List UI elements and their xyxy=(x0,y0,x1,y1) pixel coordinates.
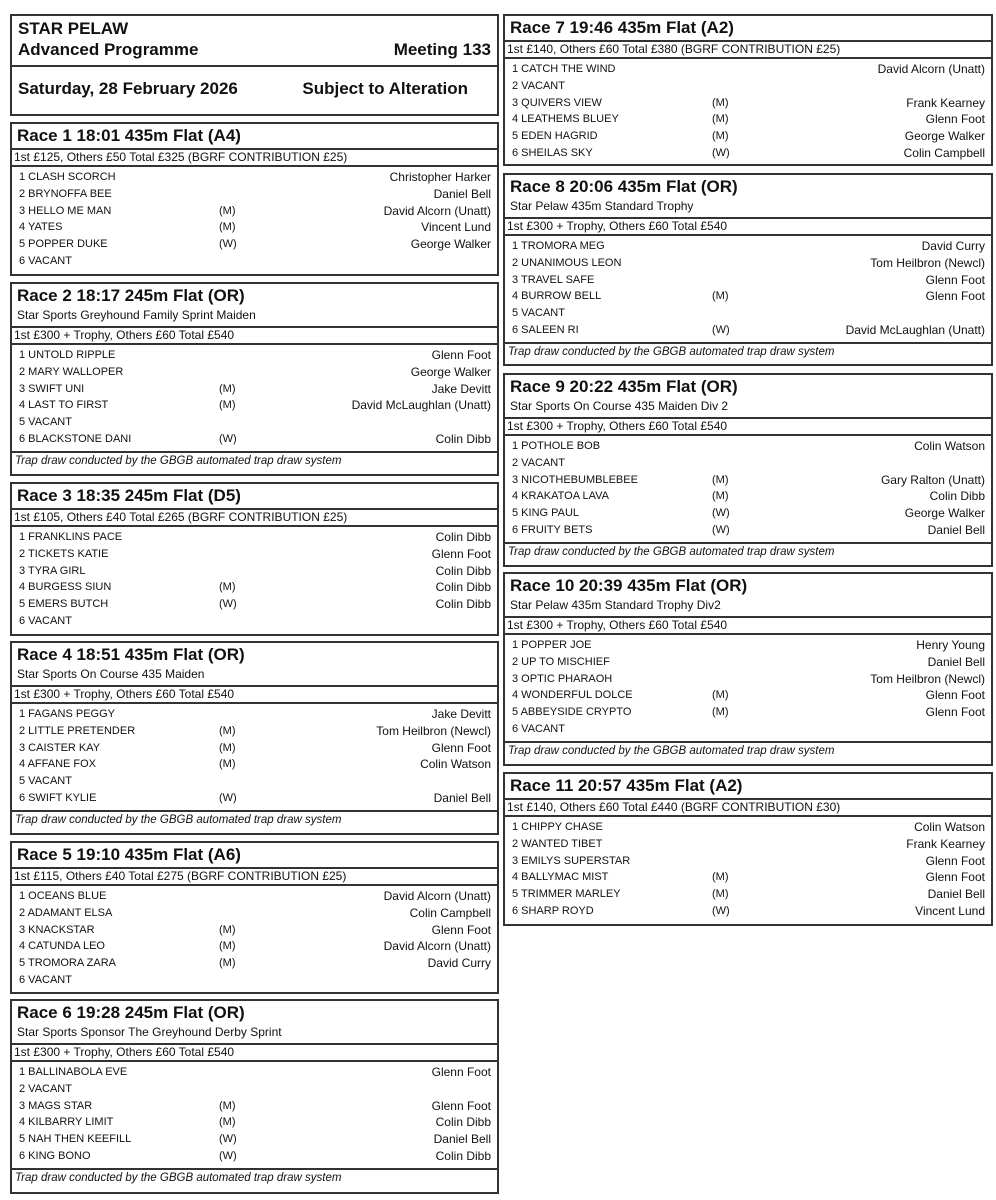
runner-row xyxy=(12,397,497,414)
runner-trainer: Colin Campbell xyxy=(409,905,491,920)
runner-row xyxy=(505,95,991,112)
race-card-2 xyxy=(10,282,499,476)
runner-trainer: Glenn Foot xyxy=(925,853,985,868)
runner-row xyxy=(12,1064,497,1081)
runner-row xyxy=(505,721,991,738)
runner-name: 5 TROMORA ZARA xyxy=(19,957,116,970)
runner-row xyxy=(505,654,991,671)
race-card-6 xyxy=(10,999,499,1194)
runner-name: 6 VACANT xyxy=(19,973,72,986)
race-title: Race 7 19:46 435m Flat (A2) xyxy=(510,18,734,37)
runner-row xyxy=(12,364,497,381)
runner-name: 2 UNANIMOUS LEON xyxy=(512,256,622,269)
runner-trainer: Tom Heilbron (Newcl) xyxy=(870,255,985,270)
runner-row xyxy=(12,790,497,807)
runner-trainer: George Walker xyxy=(410,364,491,379)
runner-row xyxy=(505,128,991,145)
runner-row xyxy=(12,1131,497,1148)
runner-name: 4 LEATHEMS BLUEY xyxy=(512,113,619,126)
runner-row xyxy=(505,522,991,539)
runner-row xyxy=(12,347,497,364)
runner-row xyxy=(505,111,991,128)
runner-name: 1 OCEANS BLUE xyxy=(19,890,107,902)
runner-row xyxy=(505,272,991,289)
runner-name: 2 WANTED TIBET xyxy=(512,837,603,850)
runner-row xyxy=(505,455,991,472)
runner-trainer: Colin Dibb xyxy=(435,563,491,578)
runner-name: 5 EMERS BUTCH xyxy=(19,598,109,611)
runner-trainer: David Alcorn (Unatt) xyxy=(383,939,491,954)
trap-draw-note: Trap draw conducted by the GBGB automated trap draw system xyxy=(12,810,497,828)
runner-name: 1 CLASH SCORCH xyxy=(19,171,116,183)
runner-name: 2 ADAMANT ELSA xyxy=(19,906,113,919)
runner-name: 3 EMILYS SUPERSTAR xyxy=(512,854,631,867)
race-card-10 xyxy=(503,572,993,766)
runner-trainer: Daniel Bell xyxy=(927,887,985,902)
runner-name: 4 WONDERFUL DOLCE xyxy=(512,689,633,702)
runner-trainer: Daniel Bell xyxy=(433,790,491,805)
prize-line: 1st £300 + Trophy, Others £60 Total £540 xyxy=(12,326,497,345)
race-title: Race 8 20:06 435m Flat (OR) xyxy=(510,177,738,196)
runner-trainer: David McLaughlan (Unatt) xyxy=(845,322,985,337)
runner-name: 5 ABBEYSIDE CRYPTO xyxy=(512,706,632,719)
runner-name: 6 VACANT xyxy=(19,614,72,627)
runner-name: 3 SWIFT UNI xyxy=(19,382,85,395)
runner-trainer: Henry Young xyxy=(916,638,985,652)
runner-row xyxy=(505,438,991,455)
runner-row xyxy=(505,488,991,505)
runner-row xyxy=(12,773,497,790)
runner-name: 4 BALLYMAC MIST xyxy=(512,871,609,884)
runner-sex: (W) xyxy=(712,904,730,917)
runner-name: 2 UP TO MISCHIEF xyxy=(512,655,610,668)
runner-row xyxy=(505,637,991,654)
race-card-4 xyxy=(10,641,499,835)
runner-row xyxy=(12,381,497,398)
runner-sex: (M) xyxy=(712,888,729,901)
runner-row xyxy=(12,169,497,186)
runner-row xyxy=(12,431,497,448)
runner-sex: (M) xyxy=(219,204,236,217)
runner-trainer: George Walker xyxy=(410,237,491,252)
prize-line: 1st £115, Others £40 Total £275 (BGRF CONTRIBUTION £25) xyxy=(12,867,497,886)
runner-trainer: Frank Kearney xyxy=(906,95,985,110)
runner-trainer: Colin Dibb xyxy=(435,580,491,595)
runner-row xyxy=(505,255,991,272)
runner-sex: (W) xyxy=(712,323,730,336)
prize-line: 1st £140, Others £60 Total £380 (BGRF CONTRIBUTION £25) xyxy=(505,40,991,59)
runner-sex: (W) xyxy=(219,791,237,804)
runner-trainer: Glenn Foot xyxy=(431,1065,491,1079)
race-card-7 xyxy=(503,14,993,166)
runner-name: 3 TYRA GIRL xyxy=(19,564,86,577)
runner-row xyxy=(505,288,991,305)
runner-trainer: Tom Heilbron (Newcl) xyxy=(376,723,491,738)
runner-sex: (W) xyxy=(219,1149,237,1162)
runner-name: 6 SHEILAS SKY xyxy=(512,146,593,159)
prize-line: 1st £300 + Trophy, Others £60 Total £540 xyxy=(12,685,497,704)
runner-row xyxy=(505,505,991,522)
runner-row xyxy=(505,819,991,836)
runner-row xyxy=(12,888,497,905)
runner-row xyxy=(12,706,497,723)
runner-row xyxy=(505,78,991,95)
race-title: Race 6 19:28 245m Flat (OR) xyxy=(17,1003,245,1022)
runner-sex: (M) xyxy=(712,871,729,884)
runner-trainer: Colin Watson xyxy=(914,820,985,834)
race-title: Race 3 18:35 245m Flat (D5) xyxy=(17,486,241,505)
runner-row xyxy=(12,972,497,989)
runner-row xyxy=(12,955,497,972)
runner-trainer: Daniel Bell xyxy=(927,522,985,537)
runner-trainer: Glenn Foot xyxy=(431,546,491,561)
runner-list xyxy=(505,236,991,339)
runner-row xyxy=(12,613,497,630)
runner-trainer: Colin Watson xyxy=(914,439,985,453)
runner-row xyxy=(505,903,991,920)
runner-name: 1 POPPER JOE xyxy=(512,639,592,651)
runner-name: 6 BLACKSTONE DANI xyxy=(19,432,132,445)
runner-sex: (M) xyxy=(712,290,729,303)
runner-row xyxy=(505,687,991,704)
runner-row xyxy=(12,1148,497,1165)
meeting-date: Saturday, 28 February 2026 xyxy=(18,79,238,98)
programme-label: Advanced Programme xyxy=(18,40,199,59)
runner-trainer: Glenn Foot xyxy=(925,289,985,304)
runner-sex: (M) xyxy=(712,96,729,109)
race-title: Race 9 20:22 435m Flat (OR) xyxy=(510,377,738,396)
runner-trainer: Colin Dibb xyxy=(435,431,491,446)
runner-trainer: Colin Dibb xyxy=(435,530,491,544)
prize-line: 1st £300 + Trophy, Others £60 Total £540 xyxy=(505,217,991,236)
runner-name: 4 CATUNDA LEO xyxy=(19,940,105,953)
runner-row xyxy=(12,740,497,757)
runner-sex: (M) xyxy=(219,221,236,234)
runner-name: 2 TICKETS KATIE xyxy=(19,547,109,560)
stadium-name: STAR PELAW xyxy=(18,19,129,38)
header-row-1 xyxy=(12,16,497,39)
runner-name: 3 HELLO ME MAN xyxy=(19,204,112,217)
runner-name: 3 CAISTER KAY xyxy=(19,741,101,754)
trap-draw-note: Trap draw conducted by the GBGB automated trap draw system xyxy=(505,342,991,360)
runner-row xyxy=(12,905,497,922)
runner-trainer: Glenn Foot xyxy=(431,348,491,362)
runner-name: 2 VACANT xyxy=(512,79,565,92)
runner-name: 1 POTHOLE BOB xyxy=(512,440,601,452)
prize-line: 1st £105, Others £40 Total £265 (BGRF CONTRIBUTION £25) xyxy=(12,508,497,527)
prize-line: 1st £140, Others £60 Total £440 (BGRF CONTRIBUTION £30) xyxy=(505,798,991,817)
race-subtitle: Star Sports On Course 435 Maiden xyxy=(17,667,205,681)
trap-draw-note: Trap draw conducted by the GBGB automated trap draw system xyxy=(12,1168,497,1186)
runner-row xyxy=(505,886,991,903)
trap-draw-note: Trap draw conducted by the GBGB automated trap draw system xyxy=(505,542,991,560)
runner-sex: (W) xyxy=(219,1133,237,1146)
runner-row xyxy=(505,836,991,853)
runner-trainer: Colin Dibb xyxy=(435,1115,491,1130)
runner-trainer: Glenn Foot xyxy=(431,922,491,937)
runner-trainer: Vincent Lund xyxy=(421,220,491,235)
runner-trainer: George Walker xyxy=(904,506,985,521)
runner-name: 4 BURROW BELL xyxy=(512,290,602,303)
runner-name: 6 SHARP ROYD xyxy=(512,904,594,917)
runner-list xyxy=(12,527,497,630)
runner-name: 3 KNACKSTAR xyxy=(19,923,95,936)
runner-sex: (W) xyxy=(712,507,730,520)
runner-row xyxy=(505,853,991,870)
runner-row xyxy=(505,322,991,339)
runner-row xyxy=(12,1114,497,1131)
runner-row xyxy=(505,238,991,255)
runner-row xyxy=(12,1081,497,1098)
runner-name: 3 MAGS STAR xyxy=(19,1099,93,1112)
runner-row xyxy=(12,219,497,236)
runner-sex: (M) xyxy=(219,957,236,970)
runner-name: 6 SWIFT KYLIE xyxy=(19,791,97,804)
runner-name: 4 LAST TO FIRST xyxy=(19,399,109,412)
runner-list xyxy=(505,436,991,539)
programme-header xyxy=(10,14,499,116)
runner-sex: (M) xyxy=(219,724,236,737)
runner-sex: (M) xyxy=(219,923,236,936)
runner-name: 1 FRANKLINS PACE xyxy=(19,531,123,543)
runner-row xyxy=(12,236,497,253)
runner-row xyxy=(12,922,497,939)
runner-list xyxy=(12,886,497,989)
runner-name: 4 BURGESS SIUN xyxy=(19,581,112,594)
runner-row xyxy=(12,596,497,613)
runner-trainer: Colin Campbell xyxy=(903,145,985,160)
race-subtitle: Star Pelaw 435m Standard Trophy Div2 xyxy=(510,598,721,612)
runner-row xyxy=(12,186,497,203)
prize-line: 1st £300 + Trophy, Others £60 Total £540 xyxy=(505,616,991,635)
race-title: Race 1 18:01 435m Flat (A4) xyxy=(17,126,241,145)
runner-trainer: David Alcorn (Unatt) xyxy=(383,203,491,218)
runner-name: 5 KING PAUL xyxy=(512,507,580,520)
runner-name: 4 KILBARRY LIMIT xyxy=(19,1116,114,1129)
runner-trainer: Christopher Harker xyxy=(389,170,491,184)
runner-name: 2 LITTLE PRETENDER xyxy=(19,724,136,737)
race-title: Race 2 18:17 245m Flat (OR) xyxy=(17,286,245,305)
runner-sex: (M) xyxy=(712,113,729,126)
runner-row xyxy=(505,869,991,886)
runner-name: 6 KING BONO xyxy=(19,1149,91,1162)
runner-name: 1 CATCH THE WIND xyxy=(512,63,616,75)
runner-row xyxy=(12,1098,497,1115)
runner-name: 1 CHIPPY CHASE xyxy=(512,821,603,833)
runner-row xyxy=(505,472,991,489)
runner-trainer: Daniel Bell xyxy=(927,654,985,669)
runner-trainer: Glenn Foot xyxy=(925,112,985,127)
runner-sex: (M) xyxy=(219,741,236,754)
runner-row xyxy=(12,756,497,773)
runner-list xyxy=(12,1062,497,1165)
runner-list xyxy=(505,59,991,162)
runner-sex: (M) xyxy=(712,130,729,143)
prize-line: 1st £300 + Trophy, Others £60 Total £540 xyxy=(505,417,991,436)
prize-line: 1st £125, Others £50 Total £325 (BGRF CONTRIBUTION £25) xyxy=(12,148,497,167)
runner-trainer: David Alcorn (Unatt) xyxy=(383,889,491,903)
runner-name: 2 MARY WALLOPER xyxy=(19,365,124,378)
runner-trainer: David Curry xyxy=(427,956,491,971)
prize-line: 1st £300 + Trophy, Others £60 Total £540 xyxy=(12,1043,497,1062)
runner-row xyxy=(505,61,991,78)
runner-list xyxy=(12,167,497,270)
runner-sex: (M) xyxy=(712,473,729,486)
runner-name: 2 BRYNOFFA BEE xyxy=(19,187,112,200)
runner-trainer: David Alcorn (Unatt) xyxy=(877,62,985,76)
runner-sex: (M) xyxy=(219,1116,236,1129)
runner-name: 5 NAH THEN KEEFILL xyxy=(19,1133,132,1146)
runner-sex: (M) xyxy=(219,1099,236,1112)
runner-name: 5 VACANT xyxy=(19,416,72,429)
runner-row xyxy=(12,529,497,546)
runner-name: 3 OPTIC PHARAOH xyxy=(512,672,613,685)
runner-name: 6 VACANT xyxy=(19,254,72,267)
runner-sex: (M) xyxy=(712,706,729,719)
header-row-3 xyxy=(12,67,497,99)
runner-trainer: Glenn Foot xyxy=(431,1098,491,1113)
runner-name: 5 VACANT xyxy=(512,307,565,320)
race-card-11 xyxy=(503,772,993,926)
runner-row xyxy=(12,253,497,270)
runner-list xyxy=(505,635,991,738)
runner-row xyxy=(12,723,497,740)
runner-trainer: Colin Watson xyxy=(420,757,491,772)
runner-name: 5 TRIMMER MARLEY xyxy=(512,888,621,901)
runner-name: 5 VACANT xyxy=(19,775,72,788)
runner-trainer: Colin Dibb xyxy=(929,489,985,504)
runner-name: 6 VACANT xyxy=(512,722,565,735)
runner-name: 1 UNTOLD RIPPLE xyxy=(19,349,116,361)
runner-name: 3 TRAVEL SAFE xyxy=(512,273,595,286)
runner-name: 3 NICOTHEBUMBLEBEE xyxy=(512,473,638,486)
race-title: Race 4 18:51 435m Flat (OR) xyxy=(17,645,245,664)
runner-trainer: Gary Ralton (Unatt) xyxy=(880,472,985,487)
runner-trainer: Glenn Foot xyxy=(925,870,985,885)
runner-list xyxy=(505,817,991,920)
race-card-1 xyxy=(10,122,499,276)
runner-row xyxy=(505,145,991,162)
race-subtitle: Star Sports Greyhound Family Sprint Maiden xyxy=(17,308,256,322)
runner-sex: (M) xyxy=(219,581,236,594)
runner-sex: (M) xyxy=(712,689,729,702)
runner-sex: (M) xyxy=(219,940,236,953)
runner-name: 6 SALEEN RI xyxy=(512,323,579,336)
runner-sex: (M) xyxy=(219,399,236,412)
runner-trainer: Daniel Bell xyxy=(433,186,491,201)
runner-trainer: Glenn Foot xyxy=(925,705,985,720)
runner-row xyxy=(505,704,991,721)
race-title: Race 10 20:39 435m Flat (OR) xyxy=(510,576,748,595)
runner-trainer: David Curry xyxy=(921,239,985,253)
runner-trainer: Daniel Bell xyxy=(433,1132,491,1147)
race-card-9 xyxy=(503,373,993,567)
runner-trainer: Jake Devitt xyxy=(431,381,491,396)
trap-draw-note: Trap draw conducted by the GBGB automated trap draw system xyxy=(505,741,991,759)
race-subtitle: Star Pelaw 435m Standard Trophy xyxy=(510,199,694,213)
runner-row xyxy=(505,671,991,688)
runner-name: 2 VACANT xyxy=(19,1082,72,1095)
runner-name: 1 FAGANS PEGGY xyxy=(19,708,115,720)
runner-trainer: Tom Heilbron (Newcl) xyxy=(870,671,985,686)
race-card-3 xyxy=(10,482,499,636)
runner-row xyxy=(12,414,497,431)
runner-trainer: George Walker xyxy=(904,129,985,144)
header-row-2 xyxy=(12,39,497,60)
runner-sex: (M) xyxy=(712,490,729,503)
race-subtitle: Star Sports Sponsor The Greyhound Derby Sprint xyxy=(17,1025,282,1039)
race-title: Race 5 19:10 435m Flat (A6) xyxy=(17,845,241,864)
runner-name: 3 QUIVERS VIEW xyxy=(512,96,602,109)
runner-trainer: Colin Dibb xyxy=(435,597,491,612)
runner-name: 4 AFFANE FOX xyxy=(19,758,97,771)
race-subtitle: Star Sports On Course 435 Maiden Div 2 xyxy=(510,399,729,413)
runner-name: 6 FRUITY BETS xyxy=(512,523,593,536)
runner-row xyxy=(12,938,497,955)
runner-sex: (W) xyxy=(712,523,730,536)
runner-trainer: Glenn Foot xyxy=(431,740,491,755)
runner-list xyxy=(12,345,497,448)
runner-trainer: Colin Dibb xyxy=(435,1148,491,1163)
runner-name: 5 EDEN HAGRID xyxy=(512,130,598,143)
runner-sex: (M) xyxy=(219,382,236,395)
runner-sex: (W) xyxy=(712,146,730,159)
runner-row xyxy=(12,546,497,563)
runner-name: 4 YATES xyxy=(19,221,63,234)
meeting-number: Meeting 133 xyxy=(393,40,491,59)
runner-name: 1 TROMORA MEG xyxy=(512,240,605,252)
race-card-5 xyxy=(10,841,499,994)
race-card-8 xyxy=(503,173,993,366)
runner-trainer: Glenn Foot xyxy=(925,272,985,287)
runner-trainer: David McLaughlan (Unatt) xyxy=(351,398,491,413)
runner-trainer: Glenn Foot xyxy=(925,688,985,703)
runner-sex: (W) xyxy=(219,432,237,445)
runner-name: 4 KRAKATOA LAVA xyxy=(512,490,610,503)
alteration-notice: Subject to Alteration xyxy=(302,79,468,98)
runner-trainer: Frank Kearney xyxy=(906,836,985,851)
runner-sex: (M) xyxy=(219,758,236,771)
runner-trainer: Jake Devitt xyxy=(431,707,491,721)
runner-trainer: Vincent Lund xyxy=(915,903,985,918)
runner-name: 1 BALLINABOLA EVE xyxy=(19,1066,128,1078)
runner-name: 2 VACANT xyxy=(512,456,565,469)
runner-sex: (W) xyxy=(219,238,237,251)
runner-row xyxy=(12,563,497,580)
runner-row xyxy=(12,579,497,596)
trap-draw-note: Trap draw conducted by the GBGB automated trap draw system xyxy=(12,451,497,469)
race-title: Race 11 20:57 435m Flat (A2) xyxy=(510,776,743,795)
runner-sex: (W) xyxy=(219,598,237,611)
runner-name: 5 POPPER DUKE xyxy=(19,238,108,251)
runner-list xyxy=(12,704,497,807)
runner-row xyxy=(12,203,497,220)
runner-row xyxy=(505,305,991,322)
